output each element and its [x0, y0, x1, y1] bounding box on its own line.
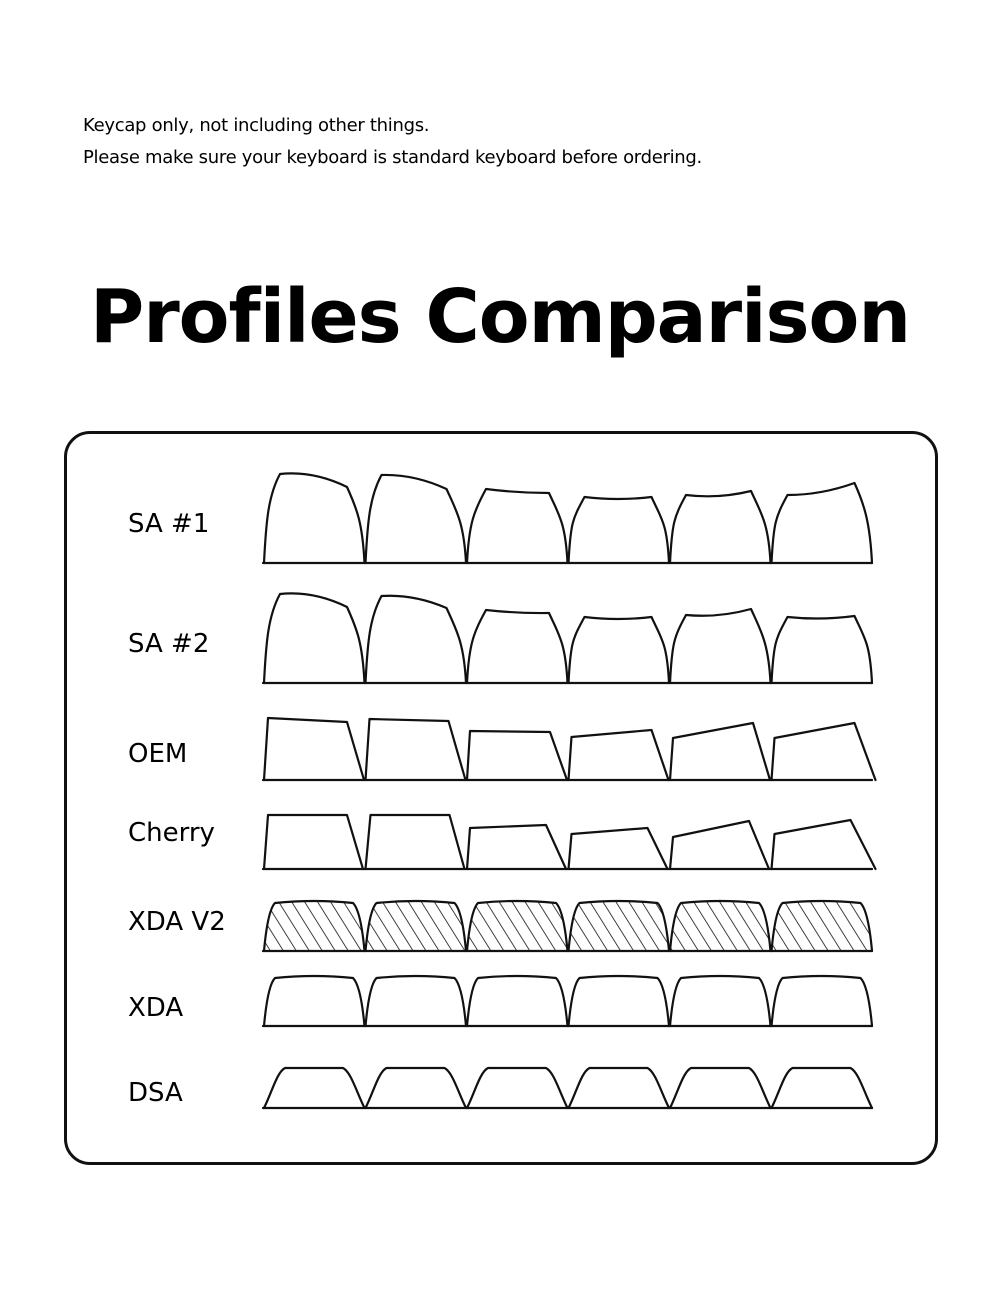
keycap-oem-2 — [366, 719, 466, 780]
keycap-oem-4 — [569, 730, 669, 780]
keycap-sa1-4 — [569, 497, 670, 563]
keycap-sa2-5 — [670, 609, 771, 683]
keycap-cherry-4 — [569, 828, 668, 869]
keycap-cherry-6 — [772, 820, 876, 869]
keycap-cherry-1 — [264, 815, 363, 869]
profile-row-sa1 — [263, 473, 872, 563]
keycap-xda-5 — [670, 976, 771, 1026]
keycap-cherry-2 — [366, 815, 465, 869]
keycap-sa2-3 — [467, 610, 568, 683]
keycap-sa2-2 — [366, 596, 467, 683]
keycap-sa1-5 — [670, 491, 771, 563]
keycap-xda-4 — [569, 976, 670, 1026]
profile-label-sa1: SA #1 — [128, 509, 210, 539]
keycap-sa2-1 — [264, 593, 365, 683]
keycap-dsa-3 — [467, 1068, 568, 1108]
keycap-xda-3 — [467, 976, 568, 1026]
page-title: Profiles Comparison — [89, 274, 911, 360]
profile-row-sa2 — [263, 593, 872, 683]
profile-label-xda: XDA — [128, 993, 184, 1023]
keycap-xda-2 — [366, 976, 467, 1026]
keycap-sa1-2 — [366, 475, 467, 563]
keycap-sa2-6 — [772, 616, 873, 683]
keycap-dsa-4 — [569, 1068, 670, 1108]
profile-row-xdav2 — [263, 901, 872, 951]
profile-label-sa2: SA #2 — [128, 629, 210, 659]
keycap-xdav2-3 — [467, 901, 568, 951]
keycap-oem-5 — [670, 723, 770, 780]
keycap-sa1-6 — [772, 483, 873, 563]
keycap-xdav2-5 — [670, 901, 771, 951]
keycap-xdav2-6 — [772, 901, 873, 951]
profile-label-oem: OEM — [128, 739, 188, 769]
keycap-xdav2-4 — [569, 901, 670, 951]
keycap-sa1-1 — [264, 473, 365, 563]
keycap-oem-1 — [264, 718, 364, 780]
keycap-dsa-2 — [366, 1068, 467, 1108]
profile-label-xdav2: XDA V2 — [128, 907, 226, 937]
keycap-cherry-5 — [670, 821, 769, 869]
keycap-xda-1 — [264, 976, 365, 1026]
keycap-oem-3 — [467, 731, 567, 780]
keycap-sa2-4 — [569, 617, 670, 683]
profile-label-dsa: DSA — [128, 1078, 183, 1108]
note-line-1: Keycap only, not including other things. — [83, 115, 430, 136]
keycap-oem-6 — [772, 723, 876, 780]
keycap-dsa-5 — [670, 1068, 771, 1108]
profile-row-xda — [263, 976, 872, 1026]
keycap-xda-6 — [772, 976, 873, 1026]
keycap-sa1-3 — [467, 489, 568, 563]
profile-row-dsa — [263, 1068, 872, 1108]
keycap-dsa-6 — [772, 1068, 873, 1108]
keycap-xdav2-2 — [366, 901, 467, 951]
keycap-dsa-1 — [264, 1068, 365, 1108]
profile-row-oem — [263, 718, 876, 780]
profile-row-cherry — [263, 815, 876, 869]
note-line-2: Please make sure your keyboard is standard keyboard before ordering. — [83, 147, 702, 168]
keycap-xdav2-1 — [264, 901, 365, 951]
keycap-cherry-3 — [467, 825, 566, 869]
profile-label-cherry: Cherry — [128, 818, 215, 848]
